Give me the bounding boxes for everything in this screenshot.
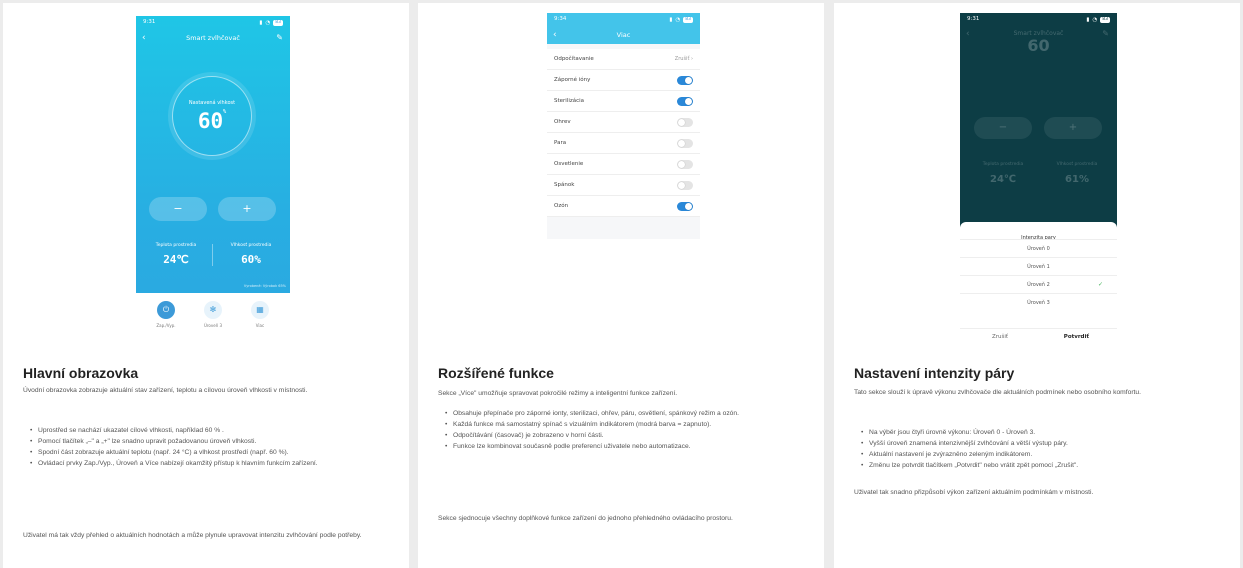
humidity-ring (172, 76, 252, 156)
sheet-footer (960, 328, 1117, 345)
phone-screenshot-more (547, 13, 700, 239)
dimmed-hum-label: Vlhkosť prostredia (1056, 162, 1098, 167)
app-title: Smart zvlhčovač (186, 34, 240, 42)
level-option-2[interactable] (960, 275, 1117, 293)
more-button[interactable] (240, 301, 280, 328)
app-header (136, 30, 290, 46)
card-intro: Tato sekce slouží k úpravě výkonu zvlhčovače dle aktuálních podmínek nebo osobního komfortu. (854, 389, 1141, 396)
toggle-row-negative-ions (547, 70, 700, 91)
toggle-row-heating (547, 112, 700, 133)
card-bullets (30, 425, 390, 469)
card-outro: Uživatel tak snadno přizpůsobí výkon zařízení aktuálním podmínkám v místnosti. (854, 489, 1094, 496)
hum-readout (216, 243, 286, 266)
bullet-item: • Vyšší úroveň znamená intenzivnější zvlhčování a větší výstup páry. (861, 438, 1221, 449)
status-indicators (1086, 16, 1110, 24)
bullet-item: • Obsahuje přepínače pro záporné ionty, sterilizaci, ohřev, páru, osvětlení, spánkový režim a ozón. (445, 408, 805, 419)
toggle-switch[interactable] (677, 160, 693, 169)
temp-value: 24℃ (163, 253, 189, 266)
status-time: 9:31 (143, 19, 156, 25)
level-option-label: Úroveň 2 (1027, 282, 1050, 288)
bullet-item: • Spodní část zobrazuje aktuální teplotu (např. 24 °C) a vlhkost prostředí (např. 60 %). (30, 447, 390, 458)
temp-readout (141, 243, 211, 266)
level-label: Úroveň 3 (203, 323, 223, 328)
card-outro: Uživatel má tak vždy přehled o aktuálních hodnotách a může plynule upravovat intenzitu zvlhčování podle potřeby. (23, 532, 362, 539)
back-icon[interactable]: ‹ (553, 30, 557, 40)
level-option-0[interactable]: Úroveň 0 (960, 239, 1117, 257)
toggle-label: Osvetlenie (554, 161, 584, 167)
bullet-item: • Funkce lze kombinovat současně podle preferencí uživatele nebo automatizace. (445, 441, 805, 452)
hum-value: 60% (241, 253, 261, 266)
sheet-title: Intenzita pary (1021, 235, 1056, 241)
card-bullets (445, 408, 805, 452)
ring-value (173, 109, 251, 133)
readout-divider (212, 244, 213, 266)
level-option-3[interactable]: Úroveň 3 (960, 293, 1117, 311)
status-indicators (669, 16, 693, 24)
wifi-icon: ◔ (265, 20, 271, 26)
card-title: Nastavení intenzity páry (854, 365, 1015, 381)
level-option-1[interactable]: Úroveň 1 (960, 257, 1117, 275)
battery-icon: 83 (1102, 17, 1108, 22)
bottom-controls (136, 293, 290, 347)
edit-icon: ✎ (1102, 29, 1109, 38)
dimmed-plus: + (1044, 117, 1102, 139)
ring-unit: % (223, 109, 227, 115)
app-title: Viac (616, 31, 631, 39)
signal-icon: ▮ (669, 17, 673, 23)
level-button[interactable] (193, 301, 233, 328)
dimmed-hum: 61% (1065, 174, 1089, 185)
status-time: 9:34 (554, 16, 567, 22)
fan-icon: ✻ (204, 301, 222, 319)
edit-icon[interactable]: ✎ (276, 33, 283, 42)
ring-value-number: 60 (197, 109, 224, 133)
power-label: Zap./Vyp. (156, 323, 176, 328)
toggle-row-steam (547, 133, 700, 154)
grid-icon: ▦ (251, 301, 269, 319)
temp-label: Teplota prostredia (155, 243, 197, 248)
countdown-label: Odpočítavanie (554, 56, 594, 62)
dimmed-value: 60 (1027, 36, 1050, 55)
toggle-label: Sterilizácia (554, 98, 585, 104)
phone-screenshot-main (136, 16, 290, 347)
power-button[interactable] (146, 301, 186, 328)
dimmed-minus: − (974, 117, 1032, 139)
battery-icon: 83 (685, 17, 691, 22)
signal-icon: ▮ (259, 20, 263, 26)
wifi-icon: ◔ (675, 17, 681, 23)
bullet-item: • Odpočítávání (časovač) je zobrazeno v horní části. (445, 430, 805, 441)
card-steam-intensity (834, 3, 1240, 568)
toggle-switch[interactable] (677, 139, 693, 148)
bullet-item: • Ovládací prvky Zap./Vyp., Úroveň a Více nabízejí okamžitý přístup k hlavním funkcím zařízení. (30, 458, 390, 469)
toggle-row-ozone (547, 196, 700, 217)
corner-note: Vyrobené: Výrobok 65% (243, 284, 286, 288)
card-main-screen (3, 3, 409, 568)
countdown-row[interactable] (547, 49, 700, 70)
power-icon: ⏻ (157, 301, 175, 319)
card-bullets (861, 427, 1221, 471)
bullet-item: • Každá funkce má samostatný spínač s vizuálním indikátorem (modrá barva = zapnuto). (445, 419, 805, 430)
phone-screenshot-intensity (960, 13, 1117, 345)
plus-button[interactable]: + (218, 197, 276, 221)
dimmed-title: Smart zvlhčovač (1013, 30, 1064, 37)
chevron-right-icon: › (691, 56, 693, 62)
toggle-label: Ozón (554, 203, 569, 209)
bullet-item: • Změnu lze potvrdit tlačítkem „Potvrdit" nebo vrátit zpět pomocí „Zrušit". (861, 460, 1221, 471)
card-outro: Sekce sjednocuje všechny doplňkové funkce zařízení do jednoho přehledného ovládacího prostoru. (438, 515, 733, 522)
toggle-switch[interactable] (677, 76, 693, 85)
countdown-value (675, 49, 693, 70)
toggle-row-sleep (547, 175, 700, 196)
toggle-label: Záporné ióny (554, 77, 591, 83)
dimmed-temp: 24℃ (989, 174, 1017, 185)
status-indicators (259, 19, 283, 27)
card-intro: Sekce „Více" umožňuje spravovat pokročilé režimy a inteligentní funkce zařízení. (438, 390, 678, 397)
cancel-button[interactable]: Zrušiť (992, 334, 1009, 340)
more-label: Viac (255, 323, 265, 328)
card-intro: Úvodní obrazovka zobrazuje aktuální stav zařízení, teplotu a cílovou úroveň vlhkosti v místnosti. (23, 387, 308, 394)
bullet-item: • Uprostřed se nachází ukazatel cílové vlhkosti, například 60 % . (30, 425, 390, 436)
status-time: 9:31 (967, 16, 980, 22)
bullet-item: • Na výběr jsou čtyři úrovně výkonu: Úroveň 0 - Úroveň 3. (861, 427, 1221, 438)
bullet-item: • Pomocí tlačítek „–" a „+" lze snadno upravit požadovanou úroveň vlhkosti. (30, 436, 390, 447)
check-icon: ✓ (1097, 281, 1103, 288)
card-title: Hlavní obrazovka (23, 365, 139, 381)
toggle-row-sterilization (547, 91, 700, 112)
dimmed-temp-label: Teplota prostredia (982, 162, 1024, 167)
toggle-switch[interactable] (677, 202, 693, 211)
back-icon: ‹ (966, 29, 970, 39)
app-nav (547, 27, 700, 43)
status-bar (960, 13, 1117, 27)
hum-label: Vlhkosť prostredia (230, 243, 272, 248)
card-extended-functions (418, 3, 824, 568)
intensity-sheet (960, 222, 1117, 345)
ring-label: Nastavená vlhkost (188, 100, 236, 106)
toggle-row-lighting (547, 154, 700, 175)
toggle-label: Ohrev (554, 119, 571, 125)
signal-icon: ▮ (1086, 17, 1090, 23)
countdown-cancel: Zrušiť (674, 56, 690, 62)
back-icon[interactable]: ‹ (142, 33, 146, 43)
status-bar (547, 13, 700, 27)
bullet-item: • Aktuální nastavení je zvýrazněno zeleným indikátorem. (861, 449, 1221, 460)
wifi-icon: ◔ (1092, 17, 1098, 23)
toggle-label: Para (554, 140, 567, 146)
toggle-switch[interactable] (677, 97, 693, 106)
status-bar (136, 16, 290, 30)
toggle-switch[interactable] (677, 118, 693, 127)
toggle-switch[interactable] (677, 181, 693, 190)
minus-button[interactable]: − (149, 197, 207, 221)
toggle-label: Spánok (554, 182, 575, 188)
card-title: Rozšířené funkce (438, 365, 554, 381)
battery-icon: 83 (275, 20, 281, 25)
confirm-button[interactable]: Potvrdiť (1063, 334, 1089, 340)
